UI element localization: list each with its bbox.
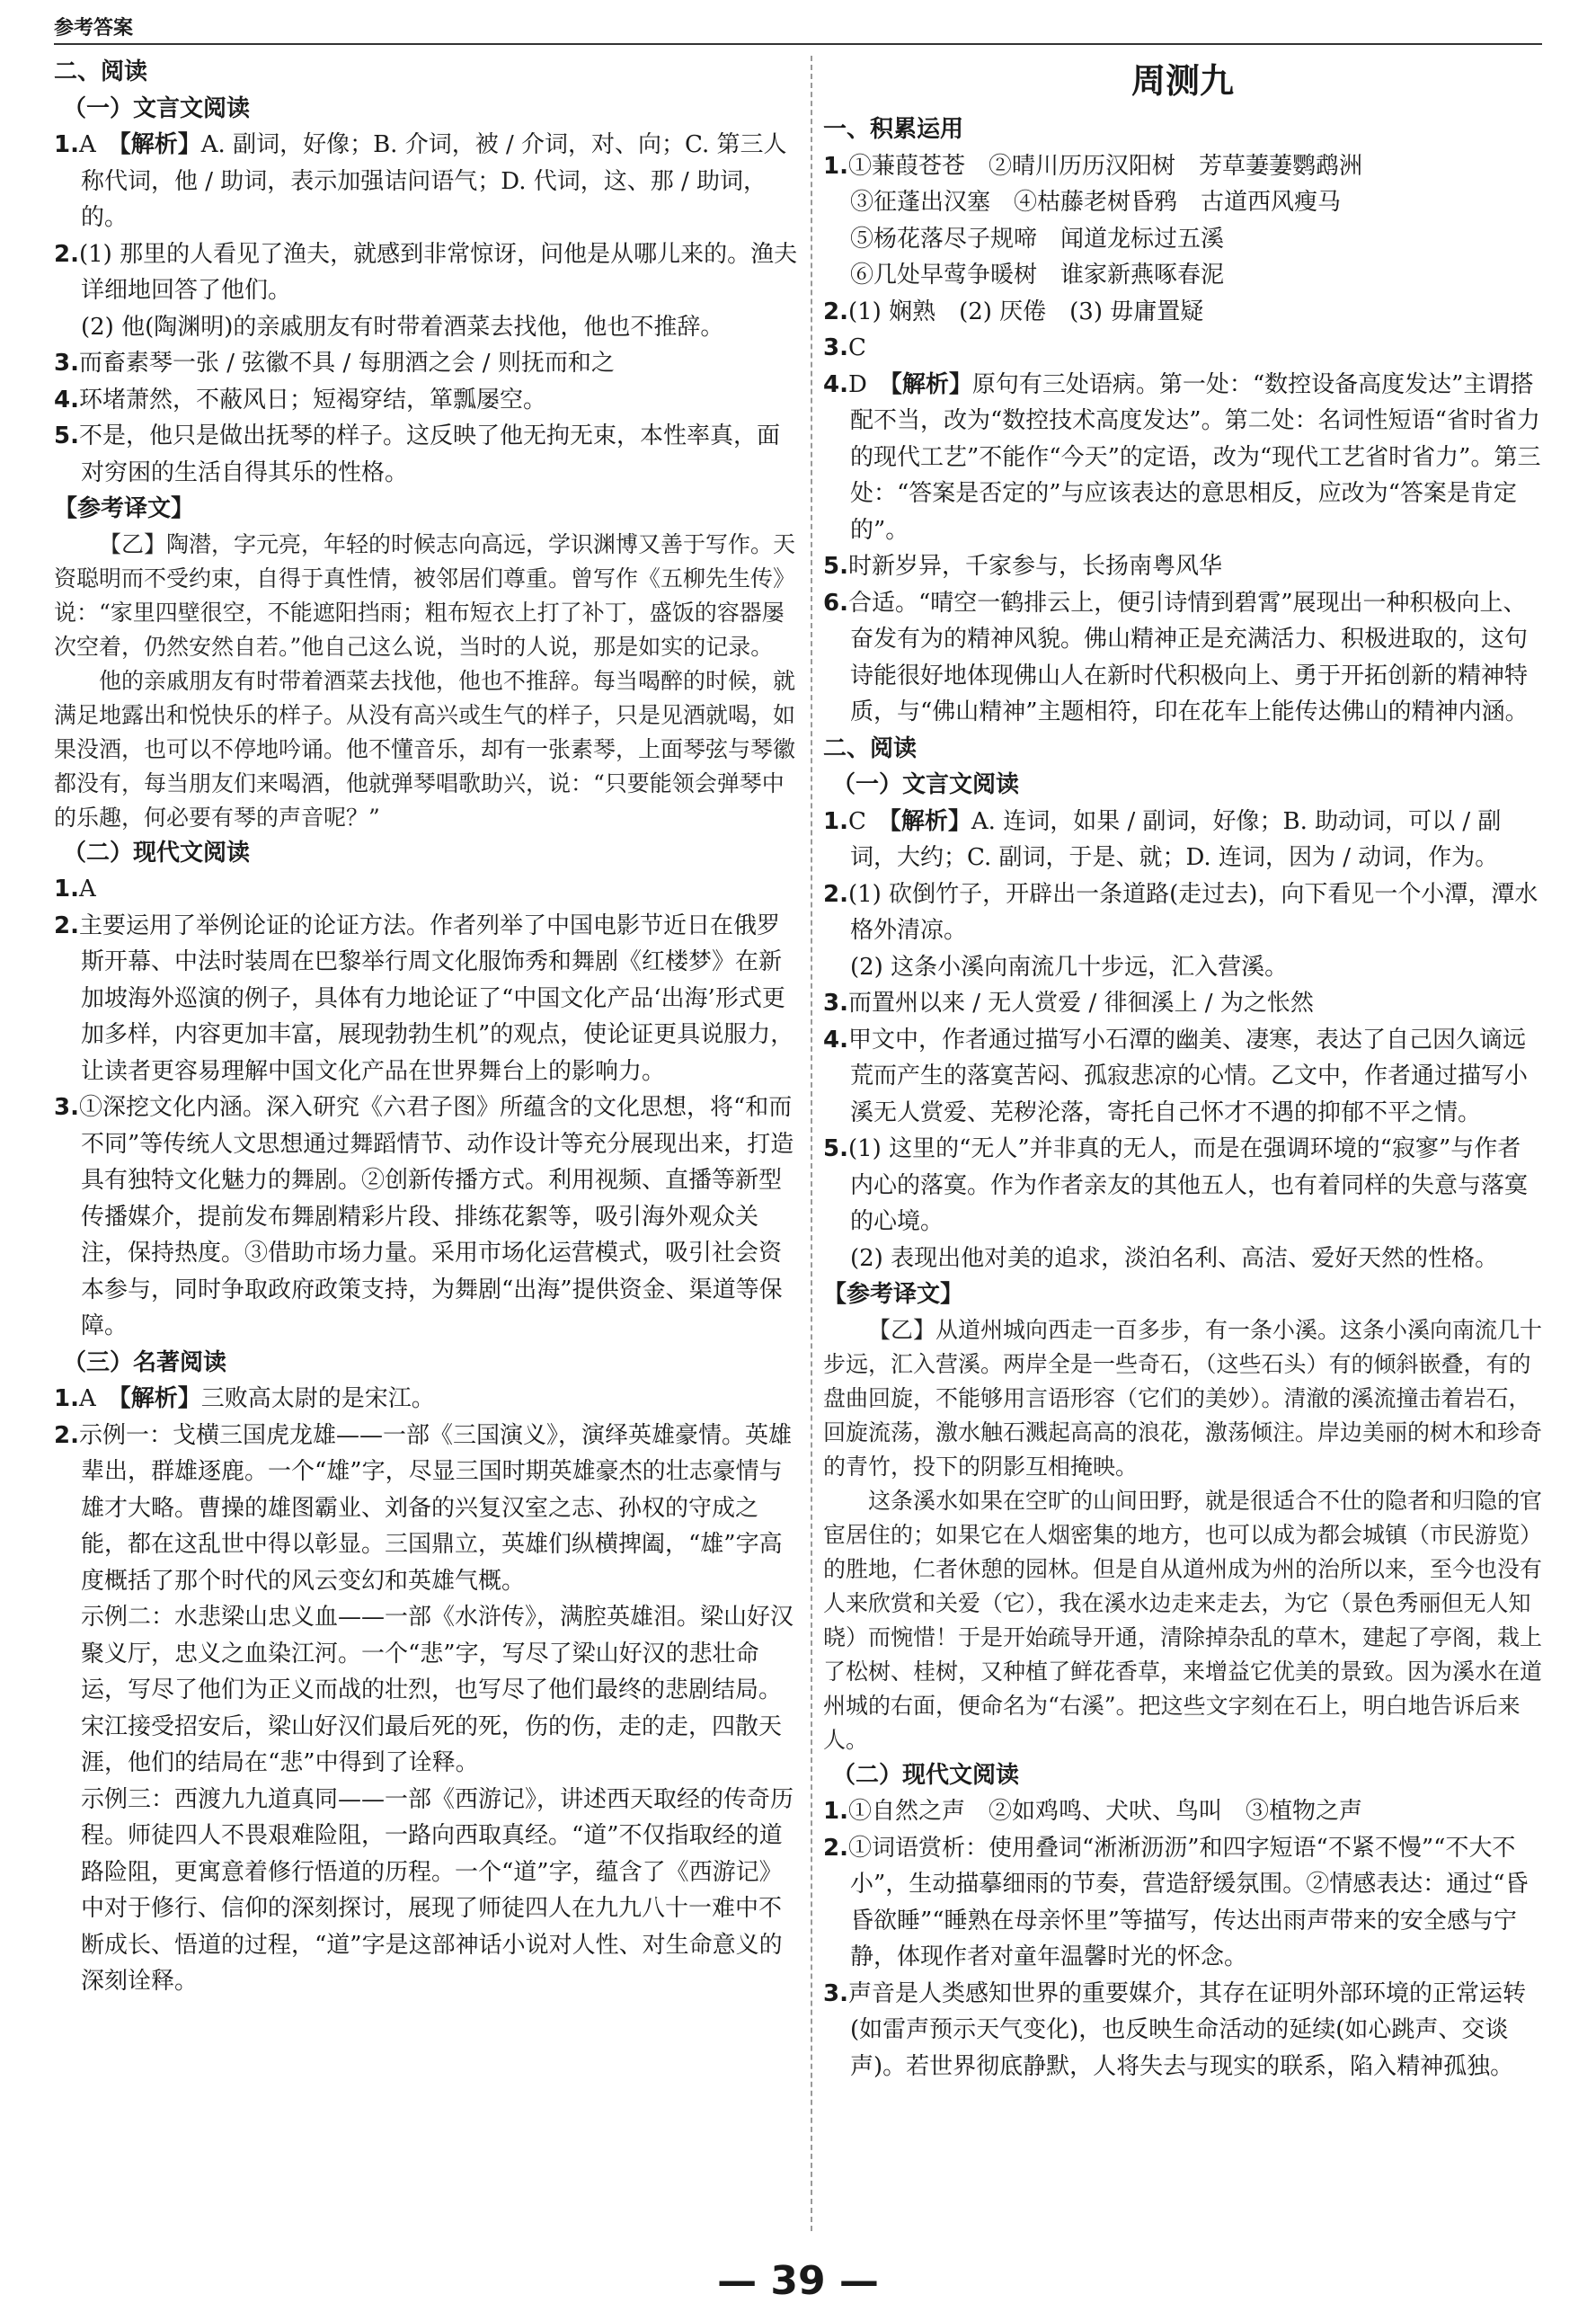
translation-paragraph: 这条溪水如果在空旷的山间田野，就是很适合不仕的隐者和归隐的官宦居住的；如果它在人烟密集的地方，也可以成为都会城镇（市民游览）的胜地，仁者休憩的园林。但是自从道州成为州的治所以来，至今也没有人来欣赏和关爱（它），我在溪水边走来走去，为它（景色秀丽但无人知晓）而惋惜！于是开始疏导开通，清除掉杂乱的草木，建起了亭阁，栽上了松树、桂树，又种植了鲜花香草，来增益它优美的景致。因为溪水在道州城的右面，便命名为“右溪”。把这些文字刻在石上，明白地告诉后来人。 — [823, 1487, 1543, 1753]
analysis-text: A. 连词，如果 / 副词，好像；B. 助动词，可以 / 副词，大约；C. 副词，于是、就；D. 连词，因为 / 动词，作为。 — [850, 807, 1502, 871]
answer-choice: A — [78, 1385, 120, 1412]
answer-choice: A — [78, 131, 120, 158]
page-header: 参考答案 — [54, 17, 134, 40]
analysis-tag: 【解析】 — [889, 807, 971, 835]
analysis-text: 原句有三处语病。第一处：“数控设备高度发达”主谓搭配不当，改为“数控技术高度发达”。第二处：名词性短语“省时省力的现代工艺”不能作“今天”的定语，改为“现代工艺省时省力”。第三处：“答案是否定的”与应该表达的意思相反，应改为“答案是肯定的”。 — [850, 370, 1541, 544]
answer-continuation: (2) 他(陶渊明)的亲戚朋友有时带着酒菜去找他，他也不推辞。 — [81, 313, 724, 341]
answer-text: 声音是人类感知世界的重要媒介，其存在证明外部环境的正常运转(如雷声预示天气变化)，也反映生命活动的延续(如心跳声、交谈声)。若世界彻底静默，人将失去与现实的联系，陷入精神孤独。 — [847, 1979, 1526, 2080]
translation-paragraph: 【乙】陶潜，字元亮，年轻的时候志向高远，学识渊博又善于写作。天资聪明而不受约束，自得于真性情，被邻居们尊重。曾写作《五柳先生传》说：“家里四壁很空，不能遮阳挡雨；粗布短衣上打了补丁，盛饭的容器屡次空着，仍然安然自若。”他自己这么说，当时的人说，那是如实的记录。 — [54, 530, 796, 660]
item-number: 3. — [823, 1979, 848, 2007]
item-number: 4. — [54, 386, 79, 414]
answer-item — [823, 1131, 1542, 1241]
answer-text: (1) 这里的“无人”并非真的无人，而是在强调环境的“寂寥”与作者内心的落寞。作为作者亲友的其他五人，也有着同样的失意与落寞的心境。 — [847, 1135, 1529, 1235]
answer-item — [823, 148, 1542, 185]
item-number: 4. — [823, 1026, 848, 1054]
answer-item — [54, 127, 800, 236]
answer-continuation: 示例二：水悲梁山忠义血——一部《水浒传》，满腔英雄泪。梁山好汉聚义厅，忠义之血染江河。一个“悲”字，写尽了梁山好汉的悲壮命运，写尽了他们为正义而战的壮烈，也写尽了他们最终的悲剧结局。宋江接受招安后，梁山好汉们最后死的死，伤的伤，走的走，四散天涯，他们的结局在“悲”中得到了诠释。 — [81, 1604, 794, 1776]
answer-text: (1) 娴熟 (2) 厌倦 (3) 毋庸置疑 — [847, 298, 1204, 325]
analysis-text: 三败高太尉的是宋江。 — [200, 1385, 435, 1412]
page-number: — 39 — — [717, 2258, 879, 2304]
item-number: 5. — [823, 1135, 848, 1162]
item-number: 1. — [823, 152, 848, 180]
subsection-classical-chinese: （一）文言文阅读 — [832, 771, 1020, 798]
translation-heading: 【参考译文】 — [54, 495, 195, 522]
answer-text: ①蒹葭苍苍 ②晴川历历汉阳树 芳草萋萋鹦鹉洲 — [847, 152, 1362, 180]
item-number: 5. — [823, 553, 848, 580]
subsection-classic-books: （三）名著阅读 — [63, 1348, 227, 1376]
subsection-classical-chinese: （一）文言文阅读 — [63, 94, 251, 122]
answer-item — [823, 585, 1542, 731]
item-number: 3. — [823, 990, 848, 1017]
answer-item — [823, 330, 1542, 367]
translation-paragraph: 【乙】从道州城向西走一百多步，有一条小溪。这条小溪向南流几十步远，汇入营溪。两岸全是一些奇石，（这些石头）有的倾斜嵌叠，有的盘曲回旋，不能够用言语形容（它们的美妙）。清澈的溪流撞击着岩石，回旋流荡，激水触石溅起高高的浪花，激荡倾注。岸边美丽的树木和珍奇的青竹，投下的阴影互相掩映。 — [823, 1316, 1543, 1480]
column-divider — [811, 56, 812, 2231]
item-number: 2. — [54, 912, 79, 939]
answer-item — [823, 804, 1542, 876]
answer-item — [823, 876, 1542, 949]
answer-item — [54, 382, 800, 419]
answer-item — [54, 236, 800, 309]
answer-item — [823, 1022, 1542, 1132]
item-number: 5. — [54, 422, 79, 449]
weekly-test-title: 周测九 — [1130, 61, 1234, 101]
left-column — [54, 54, 800, 2000]
translation-paragraph: 他的亲戚朋友有时带着酒菜去找他，他也不推辞。每当喝醉的时候，就满足地露出和悦快乐的样子。从没有高兴或生气的样子，只是见酒就喝，如果没酒，也可以不停地吟诵。他不懂音乐，却有一张素琴，上面琴弦与琴徽都没有，每当朋友们来喝酒，他就弹琴唱歌助兴，说：“只要能领会弹琴中的乐趣，何必要有琴的声音呢？” — [54, 667, 796, 831]
answer-item — [54, 1418, 800, 1600]
section-heading-reading: 二、阅读 — [823, 734, 918, 762]
answer-text: 甲文中，作者通过描写小石潭的幽美、凄寒，表达了自己因久谪远荒而产生的落寞苦闷、孤寂悲凉的心情。乙文中，作者通过描写小溪无人赏爱、芜秽沦落，寄托自己怀才不遇的抑郁不平之情。 — [847, 1026, 1529, 1126]
answer-item — [54, 418, 800, 491]
item-number: 2. — [823, 1834, 848, 1862]
item-number: 1. — [823, 807, 848, 835]
item-number: 2. — [823, 298, 848, 325]
analysis-tag: 【解析】 — [890, 370, 972, 398]
answer-item — [823, 367, 1542, 549]
answer-continuation: ⑤杨花落尽子规啼 闻道龙标过五溪 — [850, 225, 1225, 253]
answer-item — [823, 1830, 1542, 1976]
answer-continuation: (2) 表现出他对美的追求，淡泊名利、高洁、爱好天然的性格。 — [850, 1244, 1499, 1272]
answer-item — [54, 908, 800, 1090]
subsection-modern-reading: （二）现代文阅读 — [832, 1761, 1020, 1789]
answer-item — [54, 345, 800, 382]
answer-text: 主要运用了举例论证的论证方法。作者列举了中国电影节近日在俄罗斯开幕、中法时装周在巴黎举行周文化服饰秀和舞剧《红楼梦》在新加坡海外巡演的例子，具体有力地论证了“中国文化产品‘出海’形式更加多样，内容更加丰富，展现勃勃生机”的观点，使论证更具说服力，让读者更容易理解中国文化产品在世界舞台上的影响力。 — [78, 912, 794, 1085]
answer-text: 不是，他只是做出抚琴的样子。这反映了他无拘无束，本性率真，面对穷困的生活自得其乐的性格。 — [78, 422, 780, 486]
answer-text: 而置州以来 / 无人赏爱 / 徘徊溪上 / 为之怅然 — [847, 990, 1314, 1017]
item-number: 6. — [823, 589, 848, 617]
answer-text: (1) 砍倒竹子，开辟出一条道路(走过去)，向下看见一个小潭，潭水格外清凉。 — [847, 880, 1538, 944]
answer-choice: C — [847, 807, 890, 835]
subsection-modern-reading: （二）现代文阅读 — [63, 839, 251, 867]
item-number: 1. — [54, 1385, 79, 1412]
translation-heading: 【参考译文】 — [823, 1281, 964, 1308]
answer-text: A — [78, 876, 96, 903]
analysis-tag: 【解析】 — [119, 131, 201, 158]
answer-item — [823, 548, 1542, 585]
answer-continuation: ③征蓬出汉塞 ④枯藤老树昏鸦 古道西风瘦马 — [850, 189, 1342, 216]
item-number: 4. — [823, 370, 848, 398]
answer-text: 时新岁异，千家参与，长扬南粤风华 — [847, 553, 1222, 580]
item-number: 2. — [54, 240, 79, 268]
section-heading-reading: 二、阅读 — [54, 58, 148, 85]
answer-text: ①自然之声 ②如鸡鸣、犬吠、鸟叫 ③植物之声 — [847, 1798, 1362, 1825]
section-heading-accumulation: 一、积累运用 — [823, 116, 964, 143]
answer-text: ①词语赏析：使用叠词“淅淅沥沥”和四字短语“不紧不慢”“不大不小”，生动描摹细雨的节奏，营造舒缓氛围。②情感表达：通过“昏昏欲睡”“睡熟在母亲怀里”等描写，传达出雨声带来的安全感与宁静，体现作者对童年温馨时光的怀念。 — [847, 1834, 1529, 1970]
answer-continuation: (2) 这条小溪向南流几十步远，汇入营溪。 — [850, 953, 1289, 981]
answer-text: 环堵萧然，不蔽风日；短褐穿结，箪瓢屡空。 — [78, 386, 546, 414]
item-number: 2. — [823, 880, 848, 908]
item-number: 2. — [54, 1421, 79, 1449]
answer-continuation: 示例三：西渡九九道真同——一部《西游记》，讲述西天取经的传奇历程。师徒四人不畏艰难险阻，一路向西取真经。“道”不仅指取经的道路险阻，更寓意着修行悟道的历程。一个“道”字，蕴含了《西游记》中对于修行、信仰的深刻探讨，展现了师徒四人在九九八十一难中不断成长、悟道的过程，“道”字是这部神话小说对人性、对生命意义的深刻诠释。 — [81, 1785, 794, 1995]
answer-text: C — [847, 334, 866, 361]
answer-text: 合适。“晴空一鹤排云上，便引诗情到碧霄”展现出一种积极向上、奋发有为的精神风貌。佛山精神正是充满活力、积极进取的，这句诗能很好地体现佛山人在新时代积极向上、勇于开拓创新的精神特质，与“佛山精神”主题相符，印在花车上能传达佛山的精神内涵。 — [847, 589, 1529, 725]
right-column — [823, 54, 1542, 2085]
answer-text: (1) 那里的人看见了渔夫，就感到非常惊讶，问他是从哪儿来的。渔夫详细地回答了他们。 — [78, 240, 798, 304]
answer-item — [54, 871, 800, 908]
item-number: 1. — [54, 131, 79, 158]
answer-item — [54, 1381, 800, 1418]
answer-text: ①深挖文化内涵。深入研究《六君子图》所蕴含的文化思想，将“和而不同”等传统人文思想通过舞蹈情节、动作设计等充分展现出来，打造具有独特文化魅力的舞剧。②创新传播方式。利用视频、直播等新型传播媒介，提前发布舞剧精彩片段、排练花絮等，吸引海外观众关注，保持热度。③借助市场力量。采用市场化运营模式，吸引社会资本参与，同时争取政府政策支持，为舞剧“出海”提供资金、渠道等保障。 — [78, 1094, 794, 1339]
analysis-text: A. 副词，好像；B. 介词，被 / 介词，对、向；C. 第三人称代词，他 / 助词，表示加强诘问语气；D. 代词，这、那 / 助词，的。 — [81, 131, 787, 231]
item-number: 3. — [54, 350, 79, 377]
item-number: 1. — [823, 1798, 848, 1825]
item-number: 3. — [54, 1094, 79, 1121]
answer-continuation: ⑥几处早莺争暖树 谁家新燕啄春泥 — [850, 262, 1225, 289]
analysis-tag: 【解析】 — [119, 1385, 201, 1412]
header-rule — [54, 43, 1542, 45]
answer-item — [823, 1793, 1542, 1830]
answer-item — [823, 1976, 1542, 2085]
answer-item — [823, 294, 1542, 331]
answer-item — [54, 1089, 800, 1345]
answer-text: 而畜素琴一张 / 弦徽不具 / 每朋酒之会 / 则抚而和之 — [78, 350, 615, 377]
answer-choice: D — [847, 370, 891, 398]
item-number: 1. — [54, 876, 79, 903]
item-number: 3. — [823, 334, 848, 361]
answer-item — [823, 985, 1542, 1022]
answer-text: 示例一：戈横三国虎龙雄——一部《三国演义》，演绎英雄豪情。英雄辈出，群雄逐鹿。一个“雄”字，尽显三国时期英雄豪杰的壮志豪情与雄才大略。曹操的雄图霸业、刘备的兴复汉室之志、孙权的守成之能，都在这乱世中得以彰显。三国鼎立，英雄们纵横捭阖，“雄”字高度概括了那个时代的风云变幻和英雄气概。 — [78, 1421, 792, 1595]
